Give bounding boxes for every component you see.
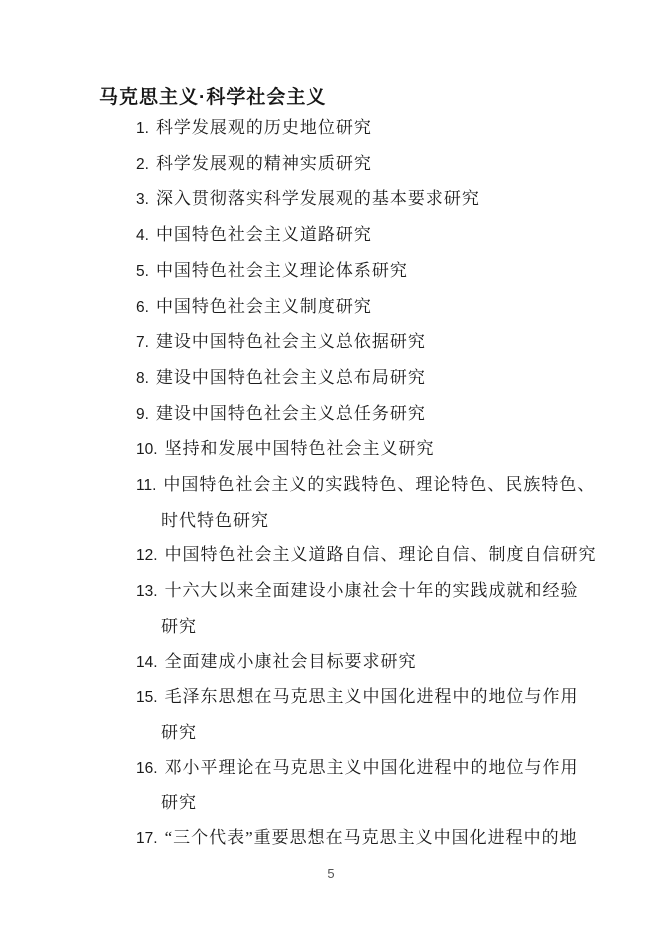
item-text: 全面建成小康社会目标要求研究 bbox=[164, 651, 417, 671]
item-text: 毛泽东思想在马克思主义中国化进程中的地位与作用 bbox=[164, 687, 579, 707]
item-number: 9. bbox=[136, 405, 149, 423]
item-text: 研究 bbox=[161, 722, 197, 742]
item-number: 13. bbox=[136, 583, 158, 601]
list-item bbox=[0, 361, 662, 397]
item-number: 3. bbox=[136, 191, 149, 209]
list-item bbox=[0, 218, 662, 254]
list-item-continuation bbox=[0, 610, 662, 645]
item-text: 中国特色社会主义道路研究 bbox=[155, 225, 372, 245]
list-item-continuation bbox=[0, 786, 662, 821]
item-number: 1. bbox=[136, 120, 149, 137]
item-text: 中国特色社会主义制度研究 bbox=[155, 296, 372, 316]
item-number: 16. bbox=[136, 759, 158, 777]
list-item bbox=[0, 290, 662, 326]
list-item bbox=[0, 680, 662, 716]
item-number: 8. bbox=[136, 369, 149, 387]
item-text: 科学发展观的精神实质研究 bbox=[155, 153, 372, 173]
item-text: 研究 bbox=[161, 793, 197, 813]
list-item bbox=[0, 821, 662, 857]
list-item bbox=[0, 645, 662, 681]
item-number: 6. bbox=[136, 298, 149, 316]
item-text: 十六大以来全面建设小康社会十年的实践成就和经验 bbox=[164, 581, 579, 601]
item-text: 科学发展观的历史地位研究 bbox=[155, 118, 372, 137]
list-item bbox=[0, 182, 662, 218]
item-number: 4. bbox=[136, 227, 149, 245]
list-item bbox=[0, 574, 662, 610]
list-item bbox=[0, 325, 662, 361]
item-text: 深入贯彻落实科学发展观的基本要求研究 bbox=[155, 189, 480, 209]
item-text: 时代特色研究 bbox=[161, 510, 269, 530]
item-text: 中国特色社会主义道路自信、理论自信、制度自信研究 bbox=[164, 545, 597, 565]
item-number: 5. bbox=[136, 262, 149, 280]
page-number: 5 bbox=[327, 866, 335, 881]
item-number: 14. bbox=[136, 653, 158, 671]
item-number: 10. bbox=[136, 441, 158, 459]
section-title: 马克思主义·科学社会主义 bbox=[99, 87, 327, 108]
list-item bbox=[0, 147, 662, 183]
item-text: 邓小平理论在马克思主义中国化进程中的地位与作用 bbox=[164, 757, 579, 777]
list-item bbox=[0, 468, 662, 504]
list-item bbox=[0, 432, 662, 468]
item-text: 建设中国特色社会主义总任务研究 bbox=[155, 403, 426, 423]
list-item bbox=[0, 111, 662, 147]
list-item-continuation bbox=[0, 504, 662, 539]
item-text: 建设中国特色社会主义总依据研究 bbox=[155, 332, 426, 352]
list-item bbox=[0, 538, 662, 574]
item-text: “三个代表”重要思想在马克思主义中国化进程中的地 bbox=[164, 828, 578, 848]
item-text: 坚持和发展中国特色社会主义研究 bbox=[164, 439, 435, 459]
item-text: 建设中国特色社会主义总布局研究 bbox=[155, 367, 426, 387]
item-number: 7. bbox=[136, 334, 149, 352]
list-item-continuation bbox=[0, 716, 662, 751]
item-text: 研究 bbox=[161, 616, 197, 636]
item-number: 11. bbox=[136, 477, 157, 495]
item-number: 15. bbox=[136, 689, 158, 707]
item-number: 2. bbox=[136, 155, 149, 173]
list-item bbox=[0, 397, 662, 433]
item-number: 12. bbox=[136, 547, 158, 565]
topic-list bbox=[0, 111, 662, 857]
list-item bbox=[0, 751, 662, 787]
item-text: 中国特色社会主义的实践特色、理论特色、民族特色、 bbox=[163, 475, 596, 495]
item-number: 17. bbox=[136, 830, 158, 848]
item-text: 中国特色社会主义理论体系研究 bbox=[155, 260, 408, 280]
list-item bbox=[0, 254, 662, 290]
